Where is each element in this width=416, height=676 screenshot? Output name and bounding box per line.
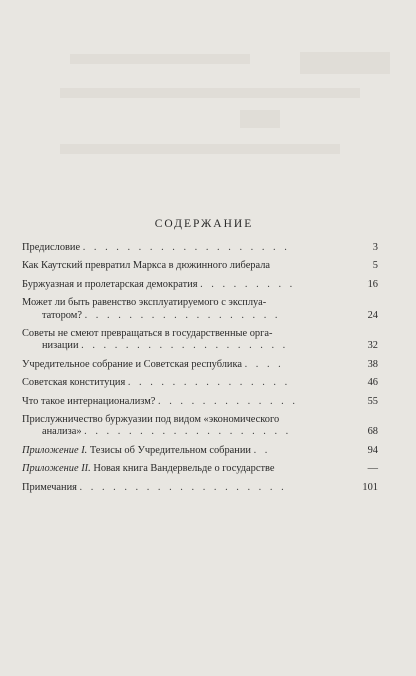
toc-entry-appendix-2: [22, 463, 378, 475]
toc-page-number: 5: [372, 260, 378, 272]
toc-entry-cont-text: татором?: [42, 309, 82, 321]
toc-entry-text: Примечания: [22, 481, 77, 493]
toc-entry-prefix: Приложение I.: [22, 444, 88, 456]
toc-entry-soviets: [22, 328, 378, 353]
toc-entry-text: Советская конституция: [22, 377, 126, 389]
toc-entry-democracy: [22, 279, 378, 291]
toc-entry-cont-text: низации: [42, 340, 79, 352]
toc-page-number: 46: [367, 377, 378, 389]
toc-entry-continuation: [22, 310, 348, 322]
toc-page-number: 38: [367, 358, 378, 370]
toc-leader: . . . . . . . . . . . . . . . . . . .: [81, 340, 289, 352]
toc-entry-preface: [22, 242, 378, 254]
toc-entry-text: Как Каутский превратил Маркса в дюжинного либерала: [22, 260, 270, 272]
toc-entry-text: Тезисы об Учредительном собрании: [87, 444, 251, 456]
show-through-text: [0, 48, 416, 178]
toc-entry-appendix-1: [22, 445, 378, 457]
toc-leader: . . . .: [244, 358, 284, 370]
toc-leader: . . . . . . . . . . . . . . . . . .: [84, 309, 281, 321]
toc-page-number: 55: [367, 395, 378, 407]
toc-page-number: 16: [367, 278, 378, 290]
toc-entry-notes: [22, 482, 378, 494]
toc-entry-text: Буржуазная и пролетарская демократия: [22, 278, 198, 290]
toc-entry-kautsky: [22, 260, 378, 272]
toc-title: СОДЕРЖАНИЕ: [154, 218, 254, 230]
toc-page-number: 94: [367, 444, 378, 456]
toc-page-number: 3: [372, 242, 378, 253]
toc-leader: . . . . . . . . . . . . . . . . . . .: [82, 242, 290, 253]
toc-page-number: 101: [362, 481, 378, 493]
toc-page-number: —: [367, 463, 378, 475]
toc-leader: . .: [253, 444, 271, 456]
toc-entry-cont-text: анализа»: [42, 426, 82, 438]
toc-entry-continuation: [22, 426, 348, 438]
toc-entry-text: Учредительное собрание и Советская республика: [22, 358, 242, 370]
toc-entry-internationalism: [22, 396, 378, 408]
toc-page-number: 24: [367, 309, 378, 321]
toc-entry-text: Советы не смеют превращаться в государственные орга-: [22, 328, 273, 340]
toc-entry-prefix: Приложение II.: [22, 463, 91, 475]
toc-leader: . . . . . . . . . . . . .: [158, 395, 298, 407]
toc-entry-text: Новая книга Вандервельде о государстве: [90, 463, 275, 475]
toc-entry-constitution: [22, 377, 378, 389]
toc-page-number: 68: [367, 426, 378, 438]
toc-leader: . . . . . . . . . . . . . . . . . . .: [84, 426, 292, 438]
toc-entry-servility: [22, 414, 378, 439]
table-of-contents: [22, 218, 378, 500]
toc-entry-continuation: [22, 340, 348, 352]
toc-leader: . . . . . . . . .: [200, 278, 296, 290]
toc-entry-text: Может ли быть равенство эксплуатируемого с эксплуа-: [22, 297, 267, 309]
toc-entry-text: Предисловие: [22, 242, 81, 253]
toc-leader: . . . . . . . . . . . . . . . . . . .: [79, 481, 287, 493]
toc-entry-constituent-assembly: [22, 359, 378, 371]
toc-leader: . . . . . . . . . . . . . . .: [127, 377, 291, 389]
toc-entry-text: Прислужничество буржуазии под видом «экономического: [22, 414, 280, 426]
toc-entry-equality: [22, 297, 378, 322]
toc-page-number: 32: [367, 340, 378, 352]
toc-entry-text: Что такое интернационализм?: [22, 395, 156, 407]
